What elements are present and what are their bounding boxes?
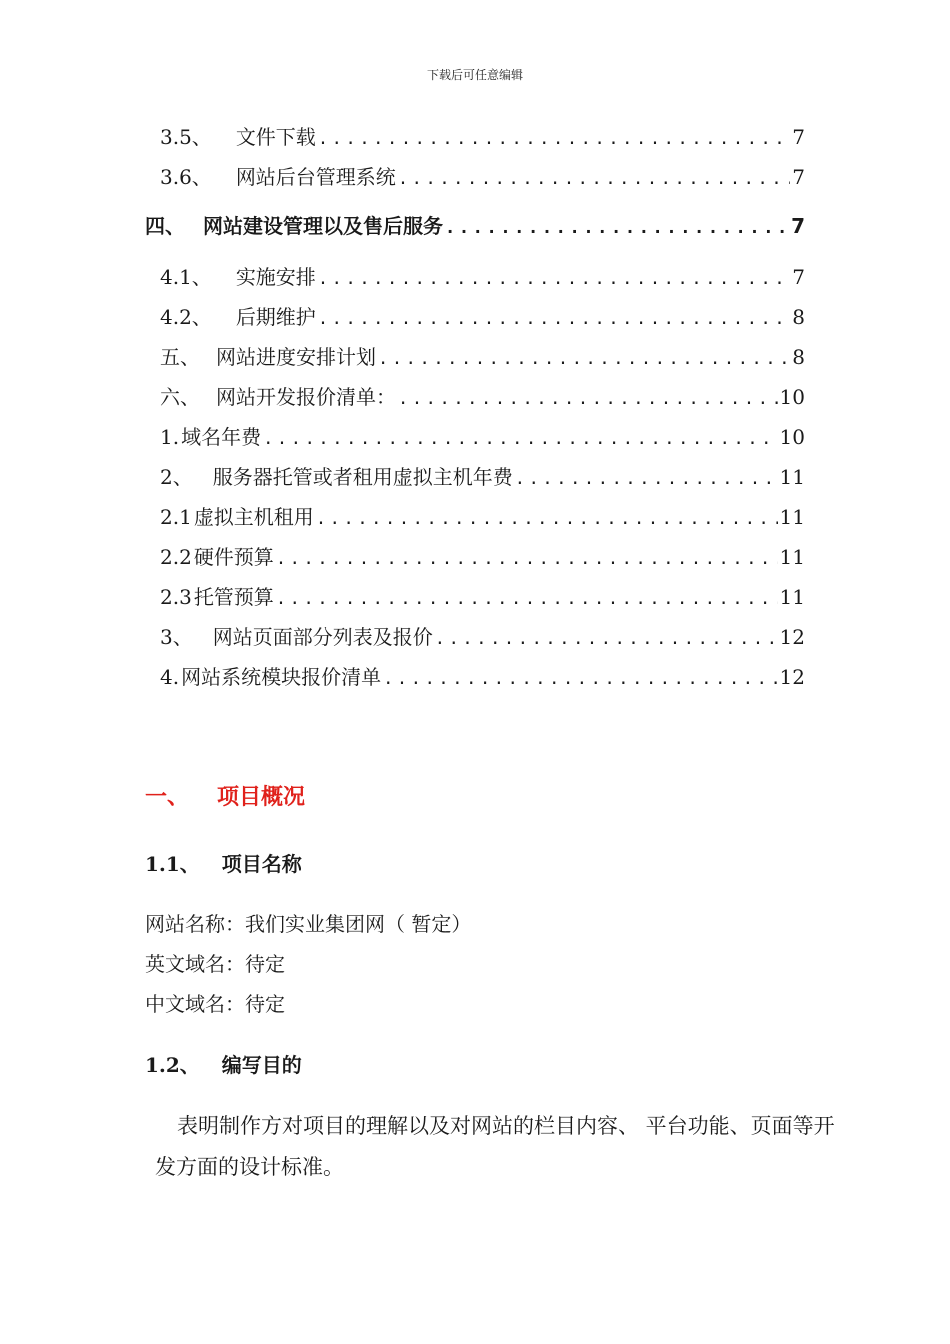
- toc-entry-title: 实施安排: [235, 265, 316, 289]
- toc-entry[interactable]: [160, 463, 805, 491]
- toc-dot-leader: [398, 385, 778, 411]
- toc-dot-leader: [383, 665, 777, 691]
- toc-dot-leader: [378, 345, 790, 371]
- toc-entry-page: 11: [779, 545, 805, 569]
- toc-entry-number: 四、: [145, 214, 185, 238]
- toc-dot-leader: [515, 465, 778, 491]
- toc-entry-title: 网站进度安排计划: [216, 345, 376, 369]
- toc-entry[interactable]: [160, 163, 805, 191]
- toc-entry-page: 10: [779, 385, 805, 409]
- toc-entry[interactable]: [160, 423, 805, 451]
- toc-entry-title: 文件下载: [235, 125, 316, 149]
- toc-entry-chapter[interactable]: [145, 212, 805, 240]
- toc-entry-number: 2、: [160, 465, 193, 489]
- toc-entry-page: 7: [792, 125, 805, 149]
- toc-entry[interactable]: [160, 503, 805, 531]
- toc-dot-leader: [318, 305, 790, 331]
- toc-entry-title: 托管预算: [193, 585, 274, 609]
- toc-dot-leader: [318, 265, 790, 291]
- toc-entry-number: 2.2: [160, 545, 192, 569]
- toc-entry-page: 8: [792, 345, 805, 369]
- toc-entry[interactable]: [160, 583, 805, 611]
- toc-entry-number: 3.6、: [160, 165, 212, 189]
- toc-entry[interactable]: [160, 543, 805, 571]
- section-heading-project-overview: [145, 780, 305, 811]
- toc-entry[interactable]: [160, 663, 805, 691]
- toc-entry-number: 4.: [160, 665, 180, 689]
- section-number: 一、: [145, 785, 190, 810]
- toc-entry-page: 12: [779, 625, 805, 649]
- toc-entry-number: 4.2、: [160, 305, 212, 329]
- toc-entry-number: 2.1: [160, 505, 192, 529]
- subsection-title: 编写目的: [221, 1053, 302, 1077]
- toc-entry[interactable]: [160, 263, 805, 291]
- toc-entry-number: 3、: [160, 625, 193, 649]
- toc-entry-number: 六、: [160, 385, 200, 409]
- toc-dot-leader: [435, 625, 778, 651]
- page-header-note: 下载后可任意编辑: [426, 68, 523, 82]
- toc-entry-title: 网站系统模块报价清单: [181, 665, 382, 689]
- toc-entry-page: 7: [792, 165, 805, 189]
- subsection-number: 1.1、: [145, 852, 200, 876]
- toc-entry-title: 网站开发报价清单：: [216, 385, 396, 409]
- toc-entry-number: 五、: [160, 345, 200, 369]
- toc-entry-title: 后期维护: [235, 305, 316, 329]
- toc-dot-leader: [318, 125, 790, 151]
- toc-entry-page: 10: [779, 425, 805, 449]
- toc-entry-page: 11: [779, 505, 805, 529]
- toc-dot-leader: [398, 165, 790, 191]
- toc-dot-leader: [316, 505, 778, 531]
- toc-dot-leader: [445, 214, 789, 240]
- toc-entry-title: 域名年费: [181, 425, 262, 449]
- toc-entry[interactable]: [160, 383, 805, 411]
- site-name-line: 网站名称：我们实业集团网（ 暂定）: [145, 912, 472, 936]
- toc-entry-title: 网站页面部分列表及报价: [212, 625, 433, 649]
- toc-entry-page: 7: [791, 214, 805, 238]
- toc-entry-number: 3.5、: [160, 125, 212, 149]
- english-domain-line: 英文域名：待定: [145, 952, 285, 976]
- subsection-heading-purpose: [145, 1049, 302, 1078]
- toc-entry-title: 硬件预算: [193, 545, 274, 569]
- toc-entry[interactable]: [160, 303, 805, 331]
- toc-dot-leader: [276, 585, 778, 611]
- toc-entry[interactable]: [160, 123, 805, 151]
- toc-entry-number: 2.3: [160, 585, 192, 609]
- subsection-title: 项目名称: [221, 852, 302, 876]
- subsection-number: 1.2、: [145, 1053, 200, 1077]
- purpose-paragraph: 表明制作方对项目的理解以及对网站的栏目内容、 平台功能、页面等开发方面的设计标准。: [155, 1114, 835, 1179]
- toc-dot-leader: [276, 545, 778, 571]
- toc-entry-page: 12: [779, 665, 805, 689]
- toc-entry-page: 7: [792, 265, 805, 289]
- section-title: 项目概况: [217, 785, 306, 810]
- subsection-heading-project-name: [145, 848, 302, 877]
- toc-dot-leader: [263, 425, 777, 451]
- toc-entry-title: 网站后台管理系统: [235, 165, 396, 189]
- toc-entry[interactable]: [160, 623, 805, 651]
- toc-entry-title: 网站建设管理以及售后服务: [203, 214, 443, 238]
- toc-entry-number: 1.: [160, 425, 180, 449]
- chinese-domain-line: 中文域名：待定: [145, 992, 285, 1016]
- toc-entry-title: 虚拟主机租用: [193, 505, 314, 529]
- toc-entry-page: 8: [792, 305, 805, 329]
- toc-entry-page: 11: [779, 585, 805, 609]
- toc-entry-number: 4.1、: [160, 265, 212, 289]
- toc-entry-title: 服务器托管或者租用虚拟主机年费: [212, 465, 513, 489]
- toc-entry[interactable]: [160, 343, 805, 371]
- toc-entry-page: 11: [779, 465, 805, 489]
